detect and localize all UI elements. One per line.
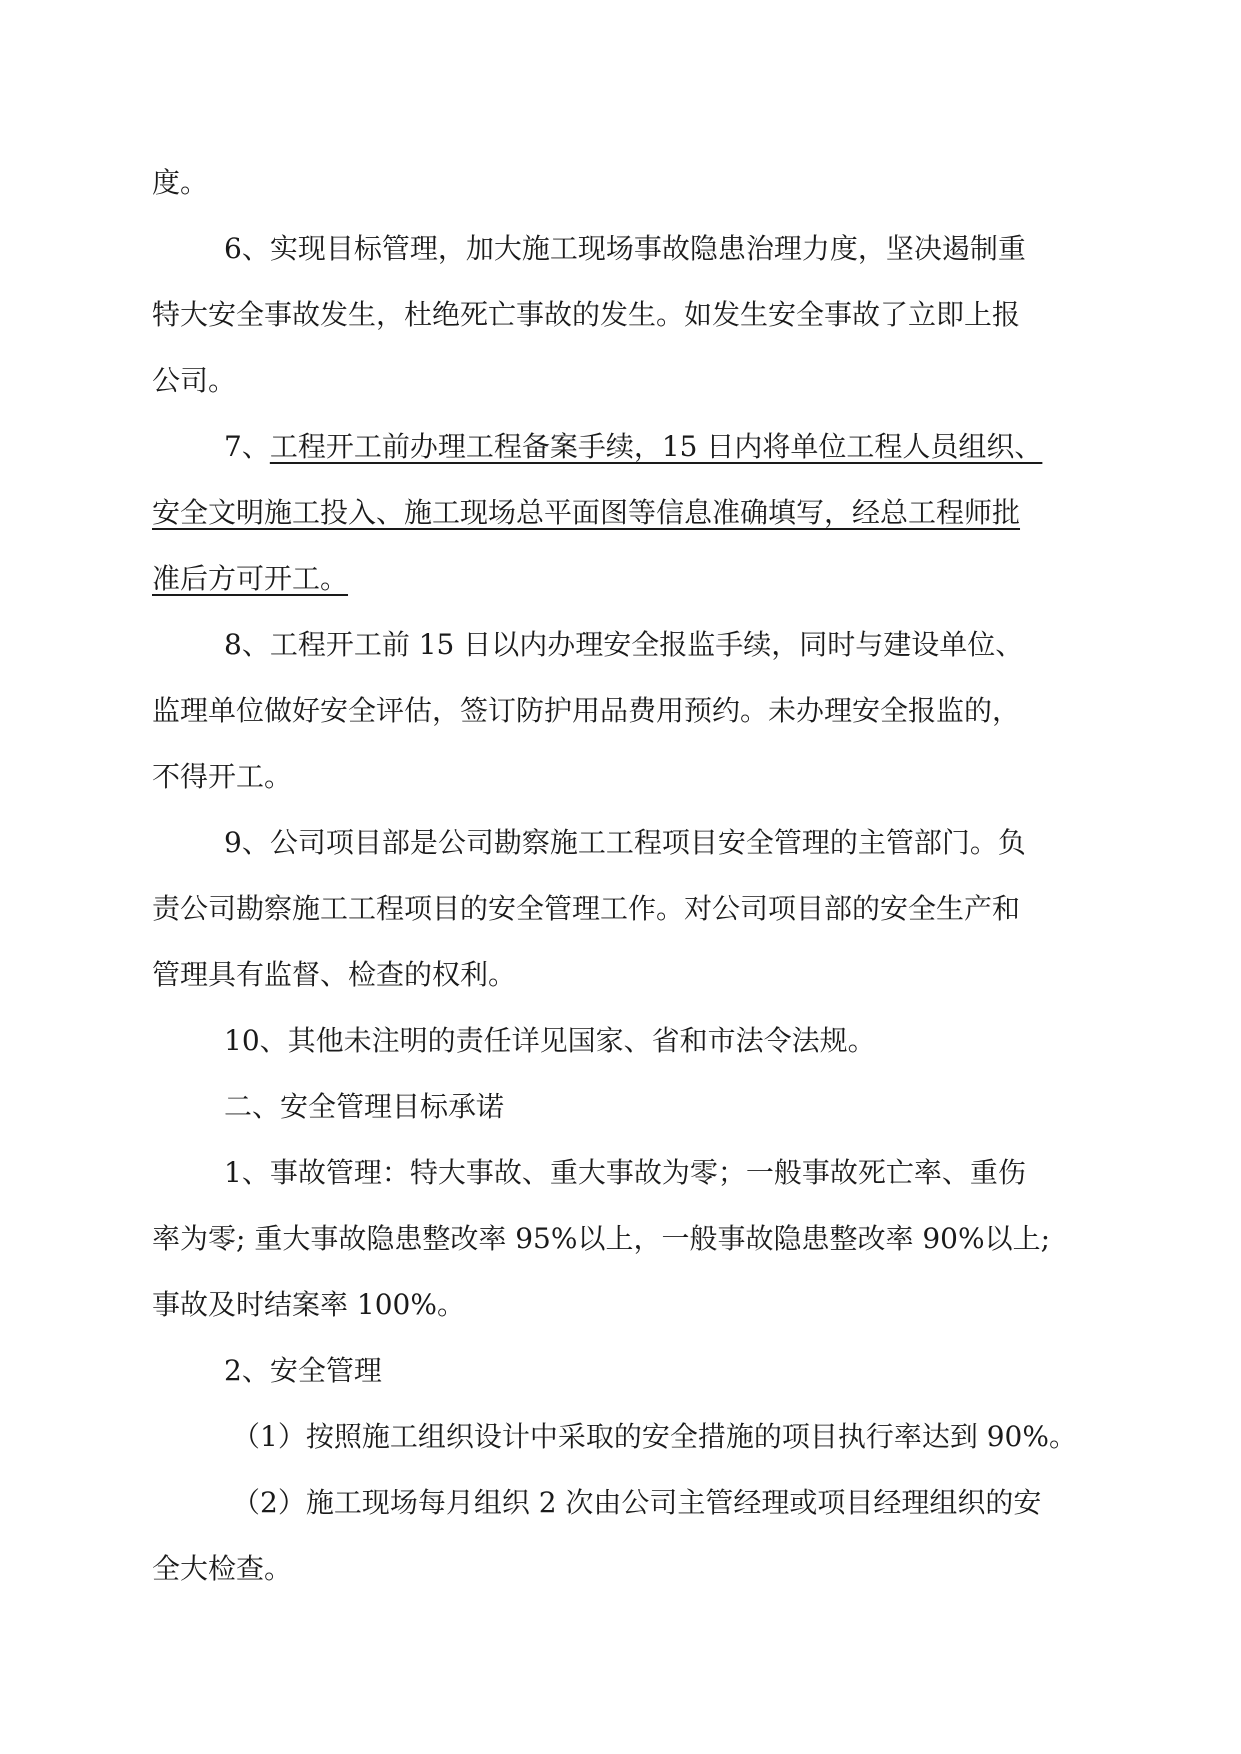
paragraph-line: 管理具有监督、检查的权利。	[152, 958, 517, 991]
paragraph-line: 9、公司项目部是公司勘察施工工程项目安全管理的主管部门。负	[224, 826, 1026, 859]
paragraph-line: 责公司勘察施工工程项目的安全管理工作。对公司项目部的安全生产和	[152, 892, 1021, 925]
underlined-text: 准后方可开工。	[152, 562, 349, 595]
paragraph-line: 全大检查。	[152, 1552, 293, 1585]
document-body	[152, 150, 1077, 1602]
sub-item-2	[152, 1470, 1060, 1602]
paragraph-continuation: 度。	[152, 166, 209, 199]
item-2	[152, 1338, 1060, 1404]
item-heading: 2、安全管理	[224, 1354, 382, 1387]
paragraph-7	[152, 414, 1060, 612]
underlined-text: 工程开工前办理工程备案手续，15 日内将单位工程人员组织、	[269, 430, 1043, 463]
paragraph-line	[152, 546, 1060, 612]
paragraph-9	[152, 810, 1060, 1008]
paragraph-6	[152, 216, 1060, 414]
paragraph-line: （1）按照施工组织设计中采取的安全措施的项目执行率达到 90%。	[232, 1420, 1077, 1453]
paragraph-line: 不得开工。	[152, 760, 293, 793]
paragraph-line	[152, 414, 1060, 480]
paragraph-number: 7、	[224, 430, 270, 463]
paragraph-line: 1、事故管理：特大事故、重大事故为零；一般事故死亡率、重伤	[224, 1156, 1026, 1189]
paragraph-line: 6、实现目标管理，加大施工现场事故隐患治理力度，坚决遏制重	[224, 232, 1026, 265]
paragraph-line: 8、工程开工前 15 日以内办理安全报监手续，同时与建设单位、	[224, 628, 1024, 661]
section-heading	[152, 1074, 1060, 1140]
paragraph-line: （2）施工现场每月组织 2 次由公司主管经理或项目经理组织的安	[232, 1486, 1042, 1519]
paragraph-line: 公司。	[152, 364, 237, 397]
paragraph-10	[152, 1008, 1060, 1074]
paragraph-line: 事故及时结案率 100%。	[152, 1288, 465, 1321]
underlined-text: 安全文明施工投入、施工现场总平面图等信息准确填写，经总工程师批	[152, 496, 1021, 529]
paragraph-line: 10、其他未注明的责任详见国家、省和市法令法规。	[224, 1024, 876, 1057]
section-title: 二、安全管理目标承诺	[224, 1090, 505, 1123]
paragraph-line	[152, 480, 1060, 546]
paragraph-line: 特大安全事故发生，杜绝死亡事故的发生。如发生安全事故了立即上报	[152, 298, 1021, 331]
paragraph-line: 率为零; 重大事故隐患整改率 95%以上，一般事故隐患整改率 90%以上;	[152, 1222, 1051, 1255]
item-1	[152, 1140, 1060, 1338]
sub-item-1	[152, 1404, 1077, 1470]
paragraph-line: 监理单位做好安全评估，签订防护用品费用预约。未办理安全报监的，	[152, 694, 1021, 727]
paragraph-8	[152, 612, 1060, 810]
